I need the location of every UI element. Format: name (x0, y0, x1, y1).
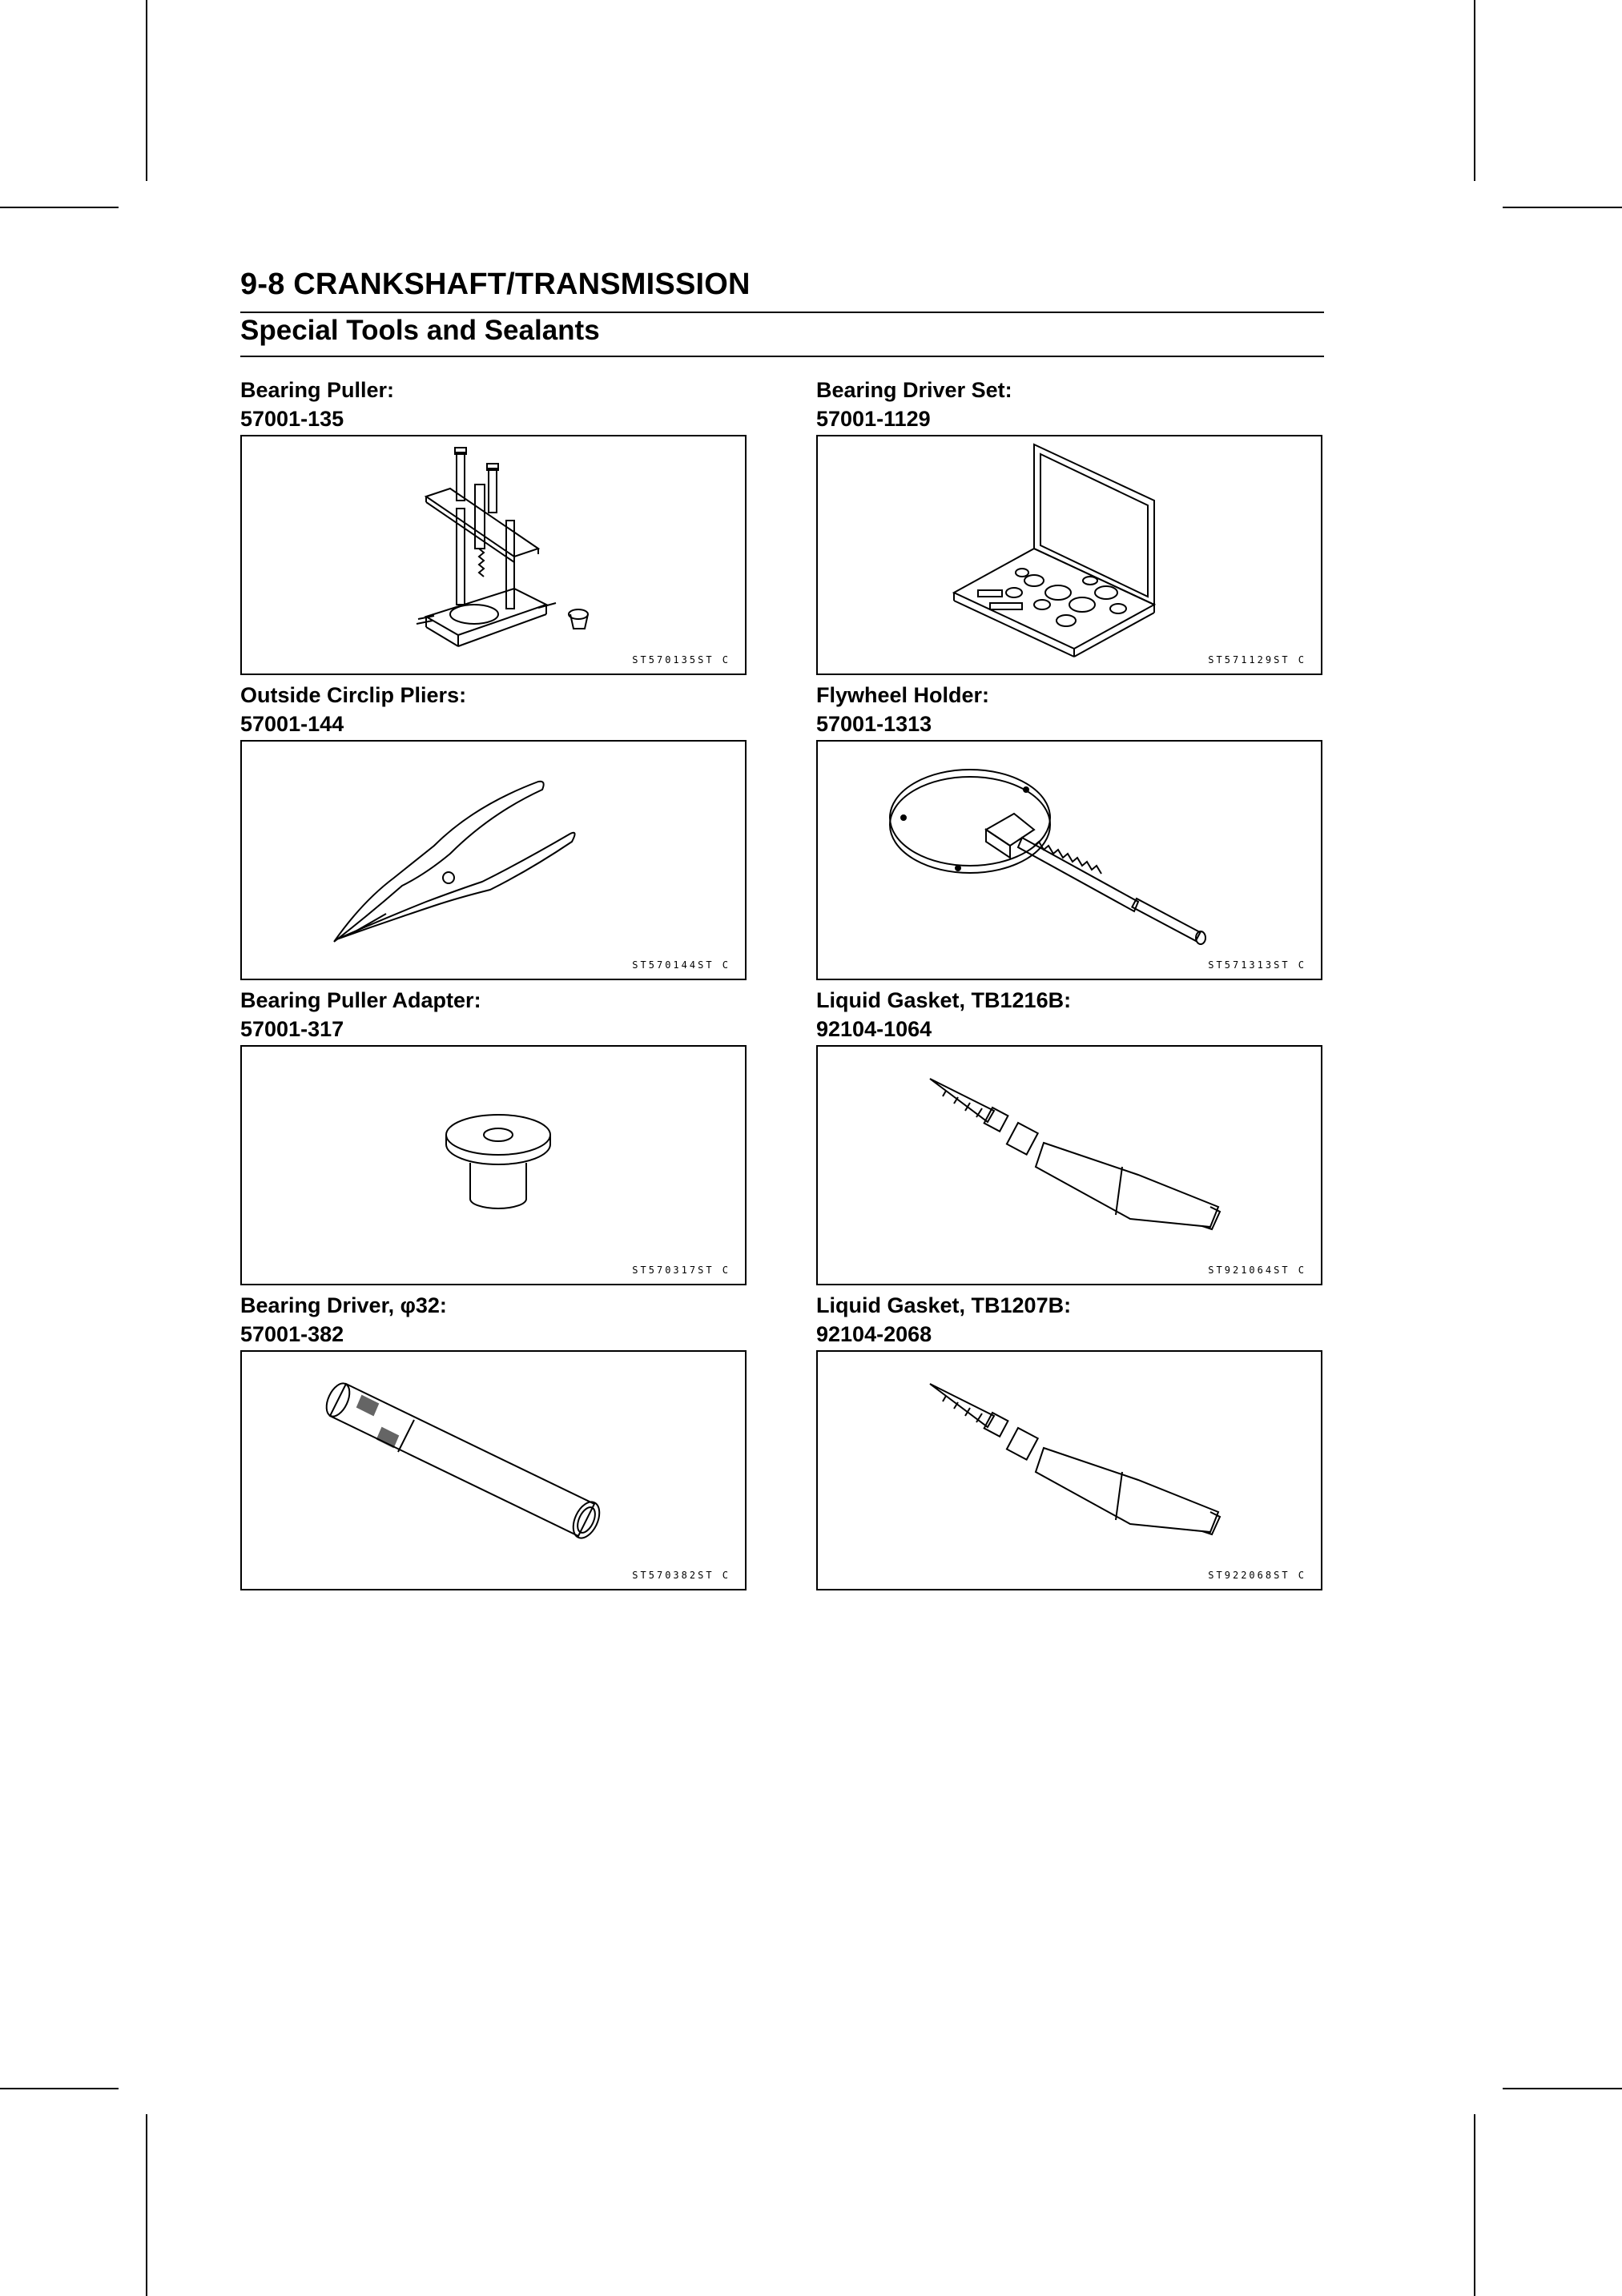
tool-item (240, 681, 747, 971)
tool-illustration-frame (240, 1350, 747, 1590)
illustration-code: ST571313ST C (1208, 959, 1306, 971)
tool-illustration-frame (240, 740, 747, 980)
section-title: Special Tools and Sealants (240, 315, 600, 346)
tool-name: Bearing Driver Set: (816, 378, 1012, 402)
tool-item (816, 1291, 1322, 1581)
tool-illustration-frame (240, 435, 747, 675)
tool-part-number: 57001-382 (240, 1322, 344, 1346)
divider (240, 312, 1324, 313)
tool-illustration-frame (240, 1045, 747, 1285)
tool-name: Bearing Puller Adapter: (240, 988, 481, 1012)
illustration-code: ST921064ST C (1208, 1265, 1306, 1276)
tool-item (816, 986, 1322, 1276)
bearing-puller-icon (242, 436, 745, 674)
tool-name: Liquid Gasket, TB1207B: (816, 1293, 1072, 1317)
illustration-code: ST570135ST C (632, 654, 731, 665)
illustration-code: ST570144ST C (632, 959, 731, 971)
tool-item (816, 681, 1322, 971)
crop-mark (1503, 207, 1622, 208)
illustration-code: ST570317ST C (632, 1265, 731, 1276)
tool-name: Bearing Puller: (240, 378, 395, 402)
gasket-tube-icon (818, 1047, 1321, 1284)
divider (240, 356, 1324, 357)
tool-part-number: 57001-1129 (816, 407, 931, 431)
tool-part-number: 57001-135 (240, 407, 344, 431)
bearing-driver-set-icon (818, 436, 1321, 674)
tool-part-number: 92104-2068 (816, 1322, 932, 1346)
crop-mark (1474, 0, 1475, 181)
tool-illustration-frame (816, 1045, 1322, 1285)
bearing-driver-icon (242, 1352, 745, 1589)
tool-part-number: 57001-317 (240, 1017, 344, 1041)
tool-name: Liquid Gasket, TB1216B: (816, 988, 1072, 1012)
illustration-code: ST571129ST C (1208, 654, 1306, 665)
crop-mark (146, 0, 147, 181)
tool-illustration-frame (816, 1350, 1322, 1590)
tool-item (240, 1291, 747, 1581)
crop-mark (0, 2088, 119, 2089)
tool-part-number: 92104-1064 (816, 1017, 932, 1041)
tool-item (240, 376, 747, 665)
illustration-code: ST570382ST C (632, 1570, 731, 1581)
tool-item (240, 986, 747, 1276)
tool-name: Bearing Driver, φ32: (240, 1293, 447, 1317)
crop-mark (146, 2114, 147, 2296)
crop-mark (1503, 2088, 1622, 2089)
tool-illustration-frame (816, 435, 1322, 675)
crop-mark (0, 207, 119, 208)
flywheel-holder-icon (818, 742, 1321, 979)
page-title: 9-8 CRANKSHAFT/TRANSMISSION (240, 267, 751, 301)
tool-part-number: 57001-144 (240, 712, 344, 736)
circlip-pliers-icon (242, 742, 745, 979)
tool-part-number: 57001-1313 (816, 712, 932, 736)
crop-mark (1474, 2114, 1475, 2296)
tool-illustration-frame (816, 740, 1322, 980)
illustration-code: ST922068ST C (1208, 1570, 1306, 1581)
tool-name: Flywheel Holder: (816, 683, 990, 707)
puller-adapter-icon (242, 1047, 745, 1284)
tool-item (816, 376, 1322, 665)
tool-name: Outside Circlip Pliers: (240, 683, 467, 707)
gasket-tube-icon (818, 1352, 1321, 1589)
